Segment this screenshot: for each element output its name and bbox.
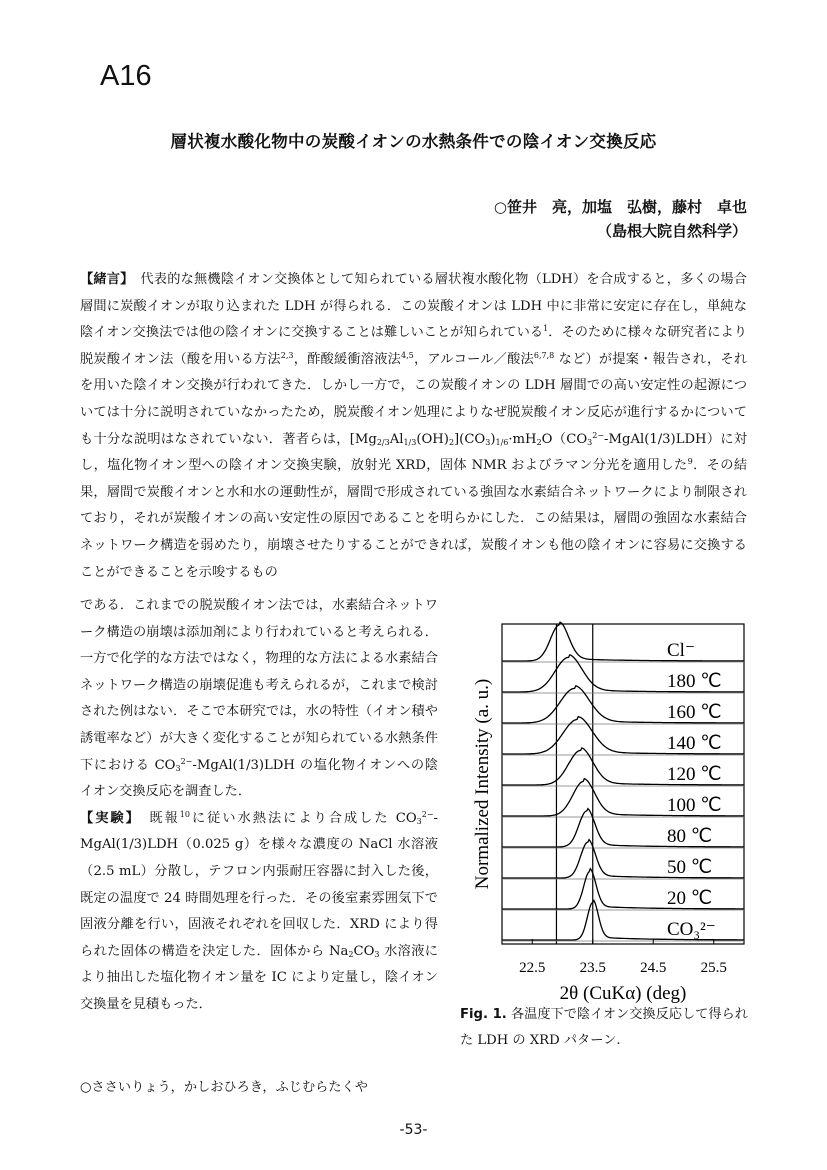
xrd-chart (462, 620, 752, 1005)
xrd-figure (462, 620, 752, 1009)
page-title: 層状複水酸化物中の炭酸イオンの水熱条件での陰イオン交換反応 (170, 132, 657, 151)
x-tick-label-4: 25.5 (700, 960, 727, 976)
affiliation: （島根大院自然科学） (596, 222, 747, 240)
y-axis-label: Normalized Intensity (a. u.) (472, 678, 493, 890)
x-tick-label-1: 22.5 (519, 960, 546, 976)
intro-heading: 【緒言】 (80, 272, 127, 287)
experiment-heading: 【実験】 (80, 810, 135, 826)
abstract-code: A16 (100, 60, 152, 92)
figure-caption: Fig. 1. 各温度下で陰イオン交換反応して得られた LDH の XRD パターン. (460, 1007, 748, 1048)
authors: ○笹井 亮，加塩 弘樹，藤村 卓也 (493, 198, 747, 216)
intro-paragraph: 【緒言】 代表的な無機陰イオン交換体として知られている層状複水酸化物（LDH）を合成すると，多くの場合層間に炭酸イオンが取り込まれた LDH が得られる．この炭酸イオンは LDH 中に非常に安定に存在し，単純な陰イオン交換法では他の陰イオンに交換することは難しいことが知られている$^1$．そのために様々な研究者により脱炭酸イオン法（酸を用いる方法$^{2,3}$，酢酸緩衝溶液法$^{4,5}$，アルコール／酸法$^{6,7,8}$ など）が提案・報告され，それを用いた陰イオン交換が行われてきた．しかし一方で，この炭酸イオンの LDH 層間での高い安定性の起源については十分に説明されていなかったため，脱炭酸イオン処理によりなぜ脱炭酸イオン反応が進行するかについても十分な説明はなされていない．著者らは，$[Mg_{2/3}Al_{1/3}(OH)_2](CO_3)_{1/6}\cdot mH_2O(CO_3^{2-}-MgAl(1/3)LDH)$に対し，塩化物イオン型への陰イオン交換実験，放射光 XRD，固体 NMR およびラマン分光を適用した$^9$．その結果，層間で炭酸イオンと水和水の運動性が，層間で形成されている強固な水素結合ネットワークにより制限されており，それが炭酸イオンの高い安定性の原因であることを明らかにした．この結果は，層間の強固な水素結合ネットワーク構造を弱めたり，崩壊させたりすることができれば，炭酸イオンも他の陰イオンに容易に交換することができることを示唆するもの (80, 272, 748, 580)
author-furigana: ○ささいりょう，かしおひろき，ふじむらたくや (80, 1080, 368, 1095)
legend-label-8: 50 ℃ (667, 857, 713, 878)
series-line-1 (502, 622, 744, 661)
legend-label-3: 160 ℃ (667, 702, 722, 723)
left-column-text: である．これまでの脱炭酸イオン法では，水素結合ネットワーク構造の崩壊は添加剤により行われていると考えられる．一方で化学的な方法ではなく，物理的な方法による水素結合ネットワーク構造の崩壊促進も考えられるが，これまで検討された例はない．そこで本研究では，水の特性（イオン積や誘電率など）が大きく変化することが知られている水熱条件下における $CO_3^{2-}-MgAl(1/3)LDH$ の塩化物イオンへの陰イオン交換反応を調査した． 【実験】 既報$^{10}$に従い水熱法により合成した $CO_3^{2-}-MgAl(1/3)LDH(0.025$ g）を様々な濃度の NaCl 水溶液（2.5 mL）分散し，テフロン内張耐圧容器に封入した後，既定の温度で 24 時間処理を行った．その後室素雰囲気下で固液分離を行い，固液それぞれを回収した．XRD により得られた固体の構造を決定した．固体から $Na_2CO_3$ 水溶液により抽出した塩化物イオン量を IC により定量し，陰イオン交換量を見積もった． (80, 598, 438, 1012)
page-number: -53- (399, 1122, 428, 1138)
legend-label-2: 180 ℃ (667, 671, 722, 692)
legend-label-1: Cl⁻ (667, 640, 695, 661)
legend-label-7: 80 ℃ (667, 826, 713, 847)
x-tick-label-2: 23.5 (579, 960, 606, 976)
legend-label-4: 140 ℃ (667, 733, 722, 754)
legend-label-6: 100 ℃ (667, 795, 722, 816)
legend-label-9: 20 ℃ (667, 888, 713, 909)
figure-label: Fig. 1. (460, 1007, 507, 1022)
x-axis-label: 2θ (CuKα) (deg) (559, 983, 687, 1004)
legend-label-5: 120 ℃ (667, 764, 722, 785)
legend-label-10: CO₃²⁻ (667, 919, 716, 940)
x-tick-label-3: 24.5 (640, 960, 667, 976)
